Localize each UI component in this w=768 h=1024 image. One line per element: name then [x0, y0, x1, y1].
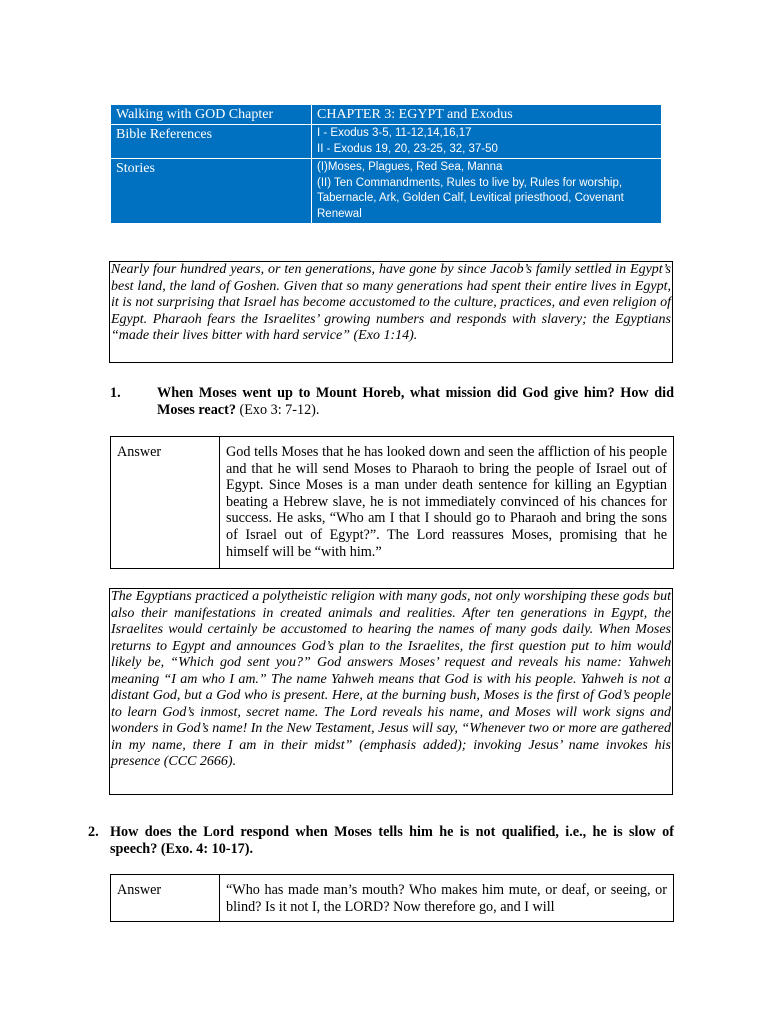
answer-2-label: Answer: [111, 875, 220, 922]
names-of-god-text-box: The Egyptians practiced a polytheistic religion with many gods, not only worshiping these gods but also their manifestations in created animals and realities. After ten generations in Egypt, the Israelites would certainly be accustomed to hearing the names of many gods daily. When Moses returns to Egypt and announces God’s plan to the Israelites, the first question put to him would likely be, “Which god sent you?” God answers Moses’ request and reveals his name: Yahweh meaning “I am who I am.” The name Yahweh means that God is with his people. Yahweh is not a distant God, but a God who is present. Here, at the burning bush, Moses is the first of God’s people to learn God’s inmost, secret name. The Lord reveals his name, and Moses will work signs and wonders in God’s name! In the New Testament, Jesus will say, “Whenever two or more are gathered in my name, there I am in their midst” (emphasis added); invoking Jesus’ name invokes his presence (CCC 2666).: [109, 588, 673, 795]
answer-1-label: Answer: [111, 437, 220, 569]
bible-reference-line: II - Exodus 19, 20, 23-25, 32, 37-50: [317, 142, 498, 155]
stories-line: Tabernacle, Ark, Golden Calf, Levitical priesthood, Covenant: [317, 192, 624, 204]
intro-text-box: Nearly four hundred years, or ten generations, have gone by since Jacob’s family settled in Egypt’s best land, the land of Goshen. Given that so many generations had spent their entire lives in Egypt, it is not surprising that Israel has become accustomed to the culture, practices, and even religion of Egypt. Pharaoh fears the Israelites’ growing numbers and responds with slavery; the Egyptians “made their lives bitter with hard service” (Exo 1:14).: [109, 261, 673, 363]
table-row: [111, 159, 662, 224]
question-1-text: [157, 385, 674, 419]
question-1-number: 1.: [110, 385, 121, 401]
stories-line: (I)Moses, Plagues, Red Sea, Manna: [317, 161, 503, 173]
question-1-prompt: When Moses went up to Mount Horeb, what mission did God give him? How did Moses react?: [157, 385, 674, 418]
chapter-value: CHAPTER 3: EGYPT and Exodus: [312, 105, 662, 125]
answer-2-text: “Who has made man’s mouth? Who makes him mute, or deaf, or seeing, or blind? Is it not I, the LORD? Now therefore go, and I will: [220, 875, 674, 922]
stories-line: (II) Ten Commandments, Rules to live by, Rules for worship,: [317, 176, 623, 189]
answer-2-table: [110, 874, 674, 922]
stories-value: [312, 159, 662, 224]
chapter-label: Walking with GOD Chapter: [111, 105, 312, 125]
stories-label: Stories: [111, 159, 312, 224]
table-row: [111, 105, 662, 125]
question-2-number: 2.: [88, 824, 99, 840]
answer-1-table: [110, 436, 674, 569]
question-2-text: How does the Lord respond when Moses tells him he is not qualified, i.e., he is slow of speech? (Exo. 4: 10-17).: [110, 824, 674, 857]
bible-references-label: Bible References: [111, 125, 312, 159]
question-1-reference: (Exo 3: 7-12).: [235, 402, 320, 418]
bible-reference-line: I - Exodus 3-5, 11-12,14,16,17: [317, 127, 472, 139]
answer-1-text: God tells Moses that he has looked down and seen the affliction of his people and that he will send Moses to Pharaoh to bring the people of Israel out of Egypt. Since Moses is a man under death sentence for killing an Egyptian beating a Hebrew slave, he is not immediately convinced of his chances for success. He asks, “Who am I that I should go to Pharaoh and bring the sons of Israel out of Egypt?”. The Lord reassures Moses, promising that he himself will be “with him.”: [220, 437, 674, 569]
chapter-info-table: [110, 104, 662, 224]
stories-line: Renewal: [317, 207, 362, 220]
table-row: [111, 125, 662, 159]
bible-references-value: [312, 125, 662, 159]
